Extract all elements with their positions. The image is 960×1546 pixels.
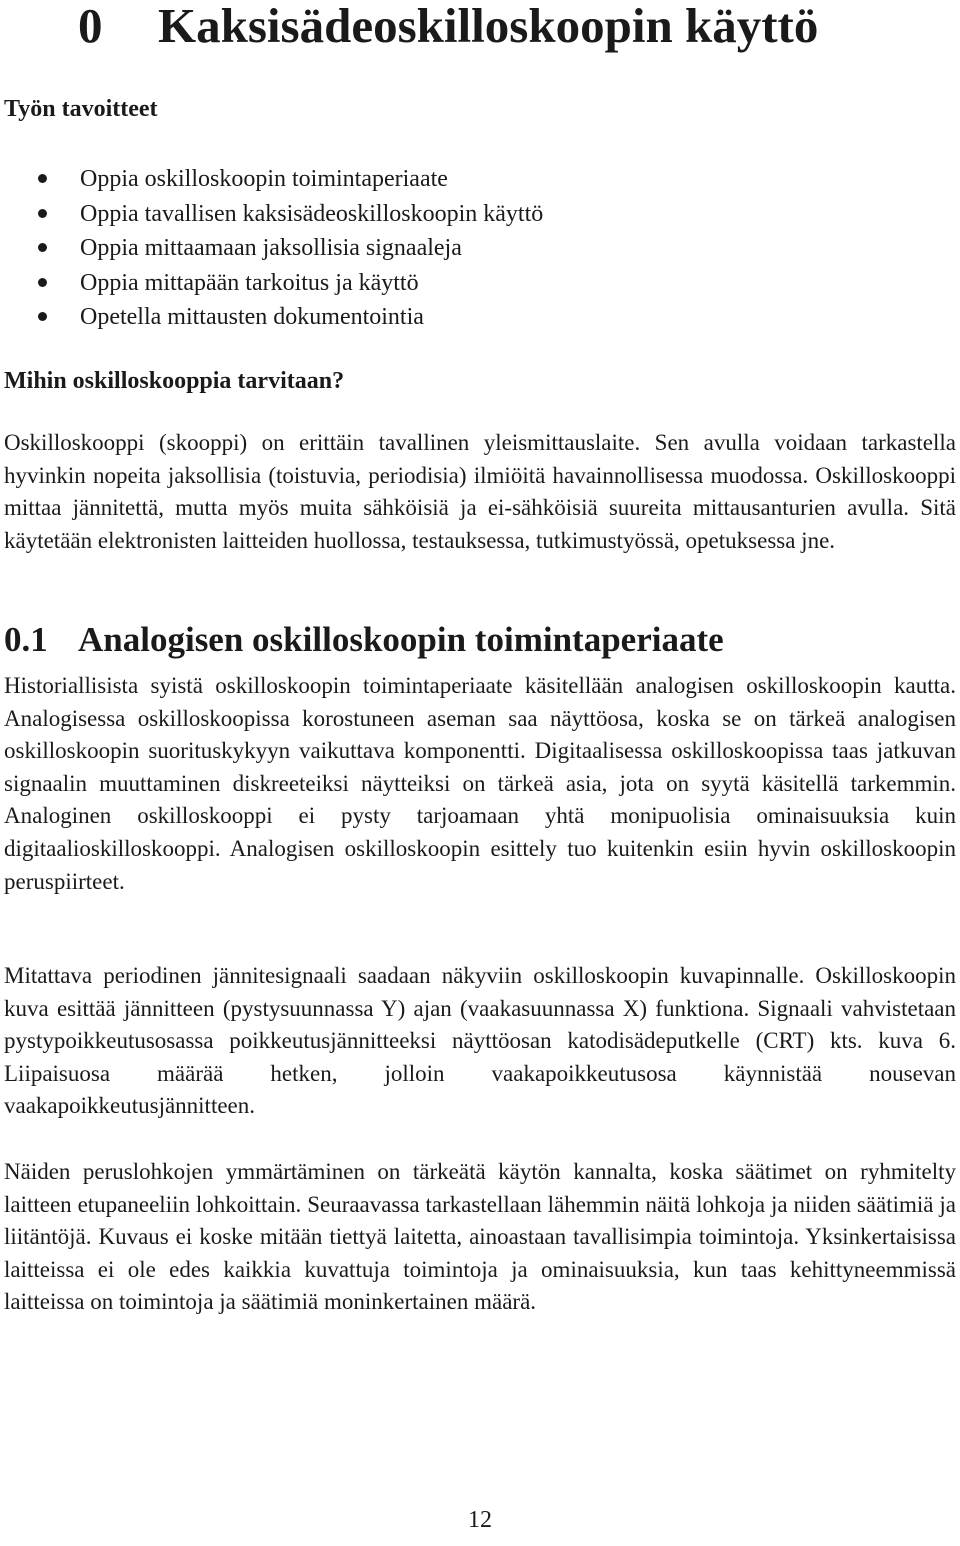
section-paragraph-2: Mitattava periodinen jännitesignaali saadaan näkyviin oskilloskoopin kuvapinnalle. Oskilloskoopin kuva esittää jännitteen (pystysuunnassa Y) ajan (vaakasuunnassa X) funktiona. Signaali vahvistetaan pystypoikkeutusosassa poikkeutusjännitteeksi näyttöosan katodisädeputkelle (CRT) kts. kuva 6. Liipaisuosa määrää hetken, jolloin vaakapoikkeutusosa käynnistää nousevan vaakapoikkeutusjännitteen. — [4, 963, 956, 1119]
list-item — [0, 198, 543, 233]
bullet-icon — [38, 174, 47, 183]
section-heading — [4, 618, 724, 662]
chapter-title-text: Kaksisädeoskilloskoopin käyttö — [158, 0, 819, 53]
bullet-icon — [38, 209, 47, 218]
list-item — [0, 232, 543, 267]
goals-list — [0, 163, 543, 336]
goal-text: Oppia oskilloskoopin toimintaperiaate — [80, 166, 448, 192]
section-paragraph-1: Historiallisista syistä oskilloskoopin toimintaperiaate käsitellään analogisen oskilloskoopin kautta. Analogisessa oskilloskoopissa korostuneen aseman saa näyttöosa, koska se on tärkeä analogisen oskilloskoopin suorituskykyyn vaikuttava komponentti. Digitaalisessa oskilloskoopissa taas jatkuvan signaalin muuttaminen diskreeteiksi näytteiksi on tärkeä asia, jota on syytä käsitellä tarkemmin. Analoginen oskilloskooppi ei pysty tarjoamaan yhtä monipuolisia ominaisuuksia kuin digitaalioskilloskooppi. Analogisen oskilloskoopin esittely tuo kuitenkin esiin hyvin oskilloskoopin peruspiirteet. — [4, 673, 956, 894]
bullet-icon — [38, 243, 47, 252]
goal-text: Oppia mittapään tarkoitus ja käyttö — [80, 269, 419, 296]
list-item — [0, 267, 543, 302]
section-paragraph-3: Näiden peruslohkojen ymmärtäminen on tärkeätä käytön kannalta, koska säätimet on ryhmitelty laitteen etupaneeliin lohkoittain. Seuraavassa tarkastellaan lähemmin näitä lohkoja ja niiden säätimiä ja liitäntöjä. Kuvaus ei koske mitään tiettyä laitetta, ainoastaan tavallisimpia toimintoja. Yksinkertaisissa laitteissa ei ole edes kaikkia kuvattuja toimintoja ja ominaisuuksia, kun taas kehittyneemmissä laitteissa on toimintoja ja säätimiä moninkertainen määrä. — [4, 1159, 956, 1315]
goals-heading: Työn tavoitteet — [4, 96, 158, 122]
list-item — [0, 301, 543, 336]
chapter-title — [78, 0, 818, 56]
list-item — [0, 163, 543, 198]
chapter-number: 0 — [78, 0, 103, 53]
goal-text: Oppia mittaamaan jaksollisia signaaleja — [80, 235, 462, 261]
why-heading: Mihin oskilloskooppia tarvitaan? — [4, 368, 345, 394]
why-paragraph: Oskilloskooppi (skooppi) on erittäin tavallinen yleismittauslaite. Sen avulla voidaan tarkastella hyvinkin nopeita jaksollisia (toistuvia, periodisia) ilmiöitä havainnollisessa muodossa. Oskilloskooppi mittaa jännitettä, mutta myös muita sähköisiä ja ei-sähköisiä suureita mittausanturien avulla. Sitä käytetään elektronisten laitteiden huollossa, testauksessa, tutkimustyössä, opetuksessa jne. — [4, 430, 956, 553]
section-title: Analogisen oskilloskoopin toimintaperiaate — [78, 620, 724, 659]
goal-text: Opetella mittausten dokumentointia — [80, 304, 424, 330]
bullet-icon — [38, 312, 47, 321]
page-number: 12 — [468, 1507, 492, 1533]
bullet-icon — [38, 278, 47, 287]
section-number: 0.1 — [4, 620, 48, 659]
goal-text: Oppia tavallisen kaksisädeoskilloskoopin käyttö — [80, 200, 544, 227]
